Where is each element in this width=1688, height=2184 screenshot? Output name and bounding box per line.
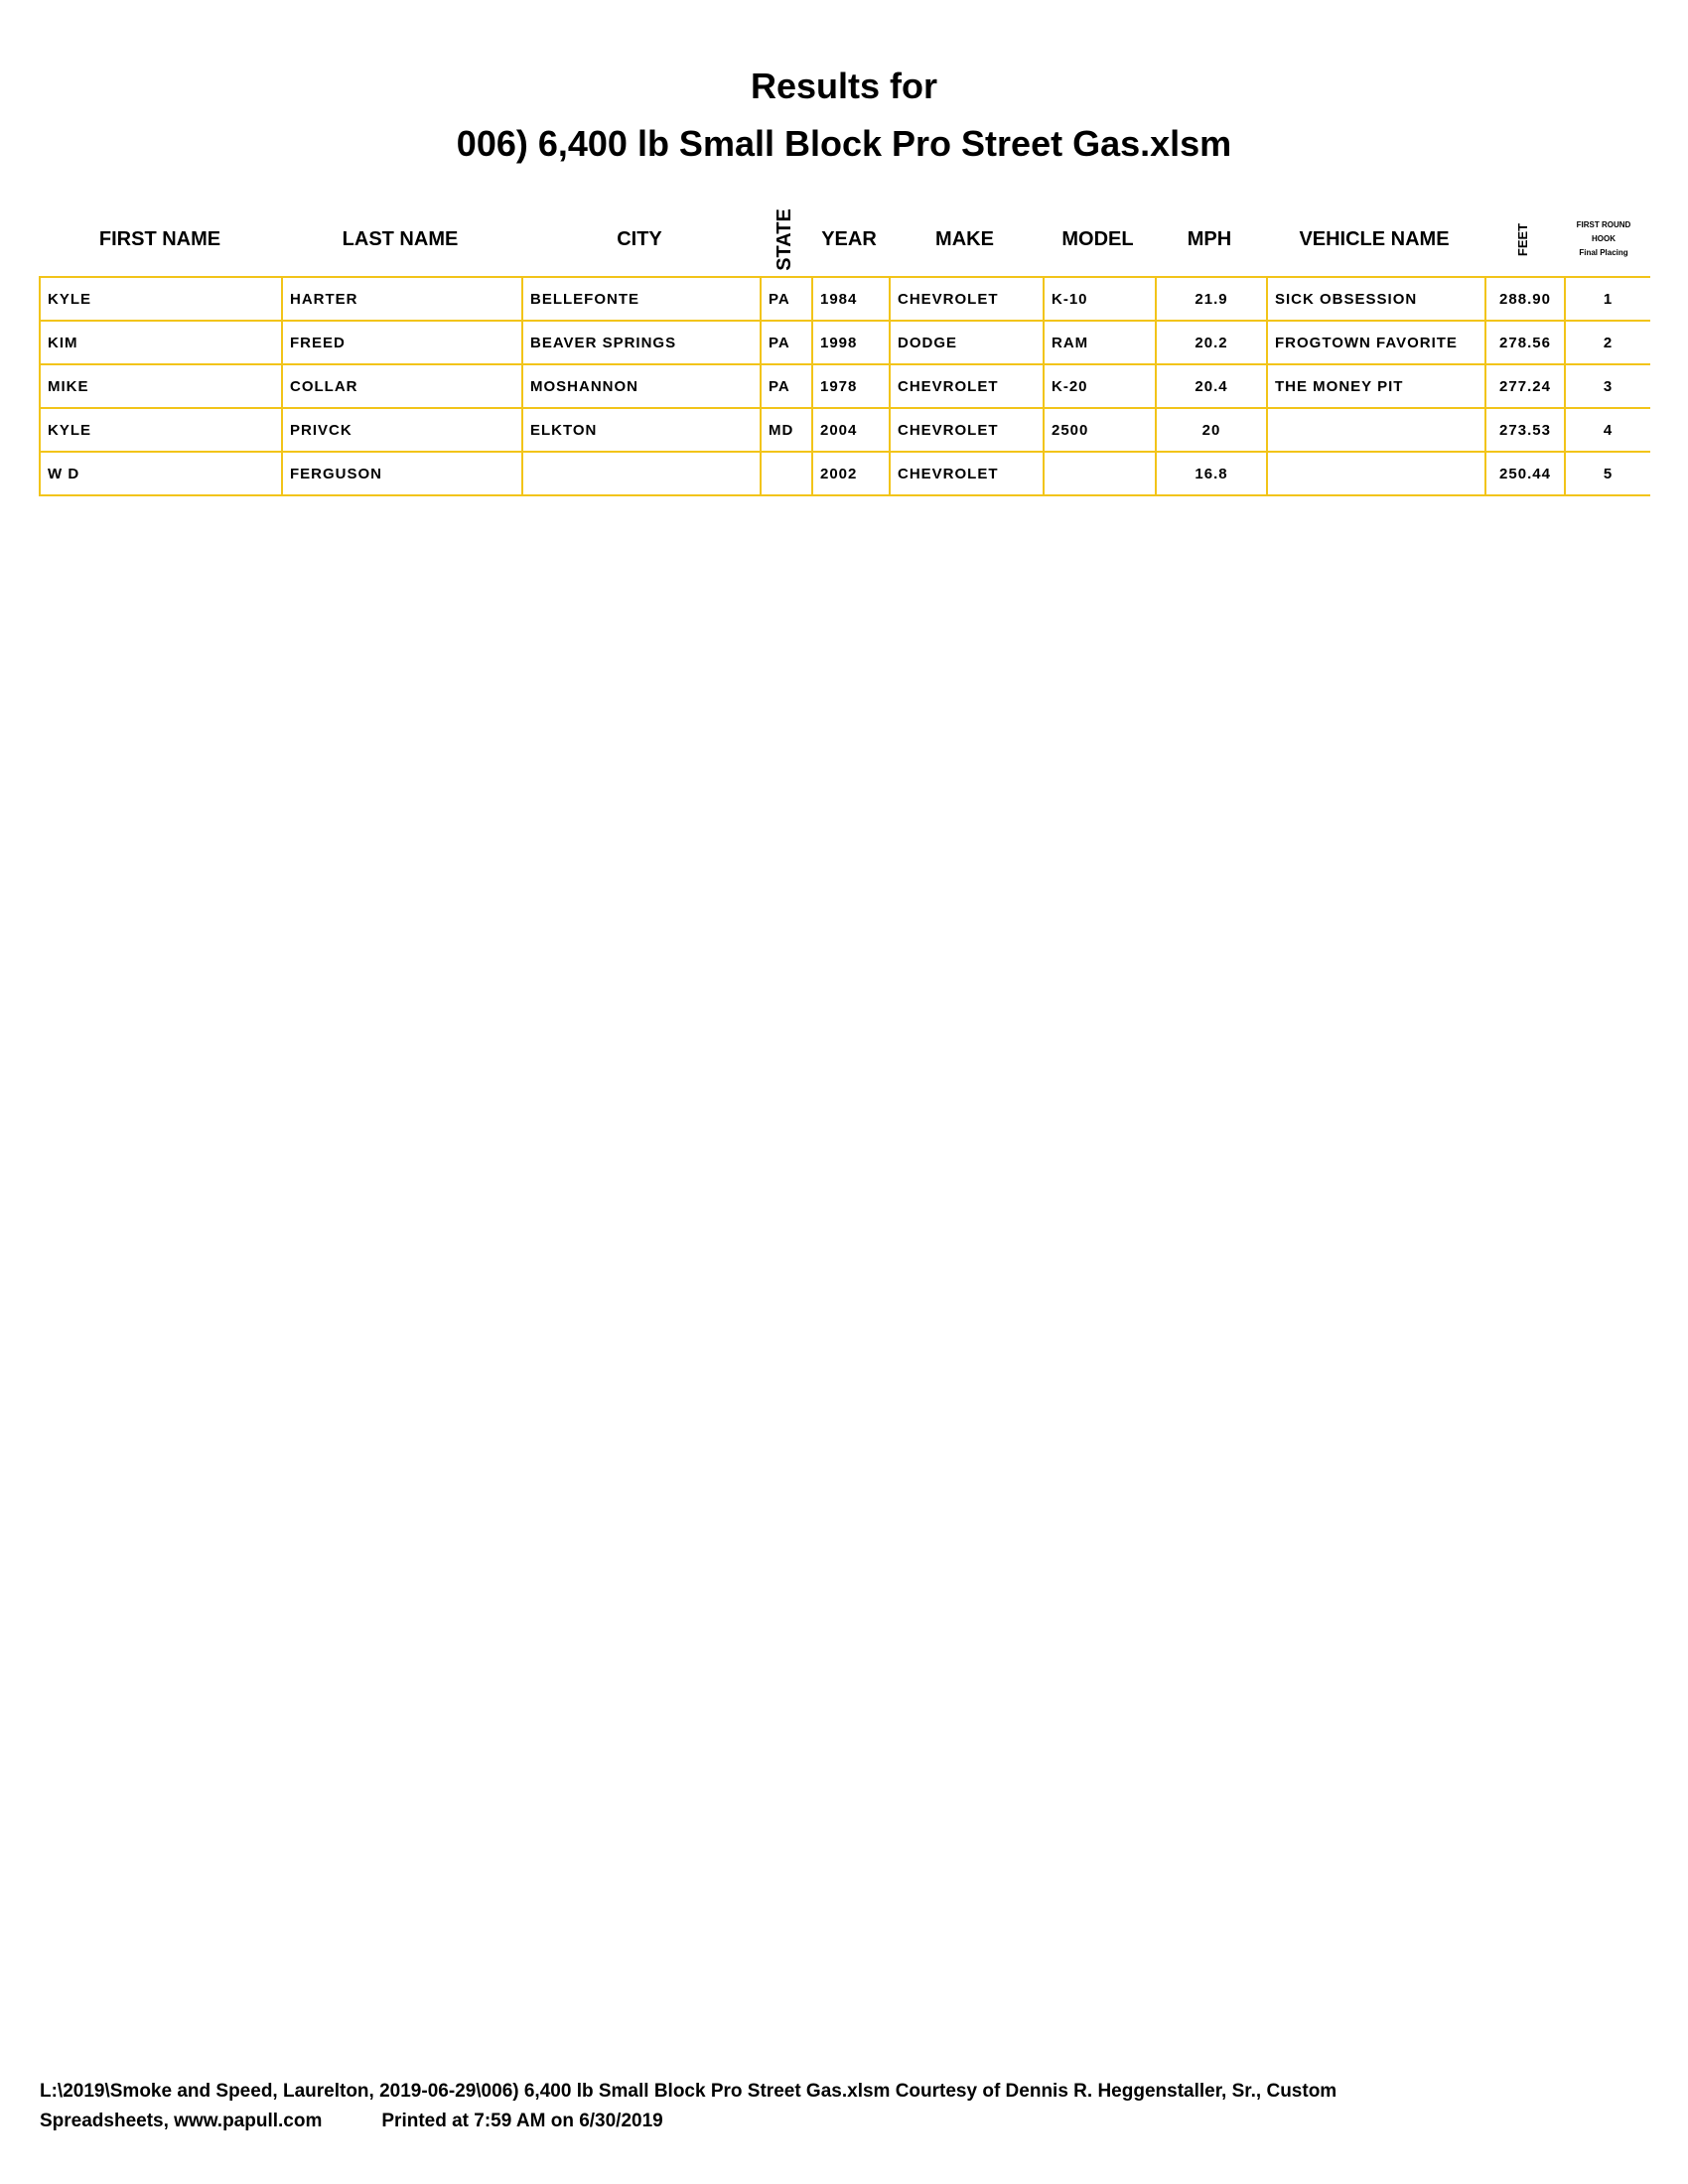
cell-make: CHEVROLET bbox=[890, 364, 1044, 408]
cell-last-name: FERGUSON bbox=[282, 452, 522, 495]
header-hook-line2: HOOK bbox=[1592, 234, 1616, 243]
cell-model: 2500 bbox=[1044, 408, 1156, 452]
header-city: CITY bbox=[617, 227, 662, 250]
cell-vehicle-name bbox=[1267, 408, 1485, 452]
cell-state: MD bbox=[761, 408, 812, 452]
header-year: YEAR bbox=[821, 227, 877, 250]
cell-mph: 20.2 bbox=[1156, 321, 1267, 364]
header-vehicle-name: VEHICLE NAME bbox=[1299, 227, 1450, 250]
cell-state: PA bbox=[761, 277, 812, 321]
footer-printed-timestamp: Printed at 7:59 AM on 6/30/2019 bbox=[381, 2111, 663, 2131]
cell-model bbox=[1044, 452, 1156, 495]
cell-state: PA bbox=[761, 321, 812, 364]
header-mph: MPH bbox=[1187, 227, 1232, 250]
header-first-name: FIRST NAME bbox=[98, 227, 221, 250]
cell-city: BELLEFONTE bbox=[522, 277, 761, 321]
cell-feet: 278.56 bbox=[1485, 321, 1565, 364]
cell-last-name: FREED bbox=[282, 321, 522, 364]
cell-feet: 250.44 bbox=[1485, 452, 1565, 495]
cell-mph: 20 bbox=[1156, 408, 1267, 452]
header-hook bbox=[1563, 199, 1644, 280]
title-line-2: 006) 6,400 lb Small Block Pro Street Gas.xlsm bbox=[456, 123, 1232, 164]
header-model: MODEL bbox=[1061, 227, 1134, 250]
header-state bbox=[759, 199, 810, 280]
cell-make: DODGE bbox=[890, 321, 1044, 364]
cell-city: BEAVER SPRINGS bbox=[522, 321, 761, 364]
cell-state: PA bbox=[761, 364, 812, 408]
table-row bbox=[40, 277, 1650, 321]
table-row bbox=[40, 321, 1650, 364]
cell-vehicle-name: FROGTOWN FAVORITE bbox=[1267, 321, 1485, 364]
cell-make: CHEVROLET bbox=[890, 452, 1044, 495]
cell-make: CHEVROLET bbox=[890, 408, 1044, 452]
report-title bbox=[0, 62, 1688, 169]
cell-last-name: HARTER bbox=[282, 277, 522, 321]
cell-first-name: KYLE bbox=[40, 408, 282, 452]
cell-first-name: KIM bbox=[40, 321, 282, 364]
header-feet-label: FEET bbox=[1515, 222, 1531, 256]
cell-place: 1 bbox=[1565, 277, 1650, 321]
cell-year: 1978 bbox=[812, 364, 890, 408]
cell-first-name: KYLE bbox=[40, 277, 282, 321]
cell-place: 4 bbox=[1565, 408, 1650, 452]
cell-year: 2004 bbox=[812, 408, 890, 452]
cell-last-name: COLLAR bbox=[282, 364, 522, 408]
cell-model: RAM bbox=[1044, 321, 1156, 364]
cell-model: K-10 bbox=[1044, 277, 1156, 321]
cell-feet: 288.90 bbox=[1485, 277, 1565, 321]
cell-vehicle-name: THE MONEY PIT bbox=[1267, 364, 1485, 408]
results-table bbox=[39, 276, 1650, 496]
footer-website: Spreadsheets, www.papull.com bbox=[40, 2111, 323, 2131]
cell-city: MOSHANNON bbox=[522, 364, 761, 408]
cell-vehicle-name: SICK OBSESSION bbox=[1267, 277, 1485, 321]
cell-year: 2002 bbox=[812, 452, 890, 495]
cell-state bbox=[761, 452, 812, 495]
cell-place: 3 bbox=[1565, 364, 1650, 408]
header-state-label: STATE bbox=[773, 207, 795, 271]
cell-feet: 273.53 bbox=[1485, 408, 1565, 452]
table-row bbox=[40, 408, 1650, 452]
cell-year: 1984 bbox=[812, 277, 890, 321]
table-row bbox=[40, 364, 1650, 408]
footer-line-2 bbox=[40, 2107, 1628, 2136]
header-hook-line1: FIRST ROUND bbox=[1576, 220, 1631, 229]
cell-last-name: PRIVCK bbox=[282, 408, 522, 452]
cell-make: CHEVROLET bbox=[890, 277, 1044, 321]
footer-file-path: L:\2019\Smoke and Speed, Laurelton, 2019-06-29\006) 6,400 lb Small Block Pro Street Gas.xlsm Courtesy of Dennis R. Heggenstaller, Sr., Custom bbox=[40, 2081, 1337, 2102]
cell-vehicle-name bbox=[1267, 452, 1485, 495]
header-make: MAKE bbox=[935, 227, 994, 250]
title-line-1: Results for bbox=[750, 66, 938, 106]
table-row bbox=[40, 452, 1650, 495]
cell-mph: 16.8 bbox=[1156, 452, 1267, 495]
header-hook-line3: Final Placing bbox=[1579, 248, 1628, 257]
header-feet bbox=[1483, 199, 1563, 280]
header-last-name: LAST NAME bbox=[342, 227, 459, 250]
cell-year: 1998 bbox=[812, 321, 890, 364]
cell-place: 5 bbox=[1565, 452, 1650, 495]
cell-mph: 20.4 bbox=[1156, 364, 1267, 408]
cell-city: ELKTON bbox=[522, 408, 761, 452]
cell-feet: 277.24 bbox=[1485, 364, 1565, 408]
cell-first-name: W D bbox=[40, 452, 282, 495]
table-header bbox=[40, 199, 1648, 280]
page-footer bbox=[40, 2077, 1628, 2136]
cell-city bbox=[522, 452, 761, 495]
cell-place: 2 bbox=[1565, 321, 1650, 364]
cell-model: K-20 bbox=[1044, 364, 1156, 408]
cell-first-name: MIKE bbox=[40, 364, 282, 408]
cell-mph: 21.9 bbox=[1156, 277, 1267, 321]
